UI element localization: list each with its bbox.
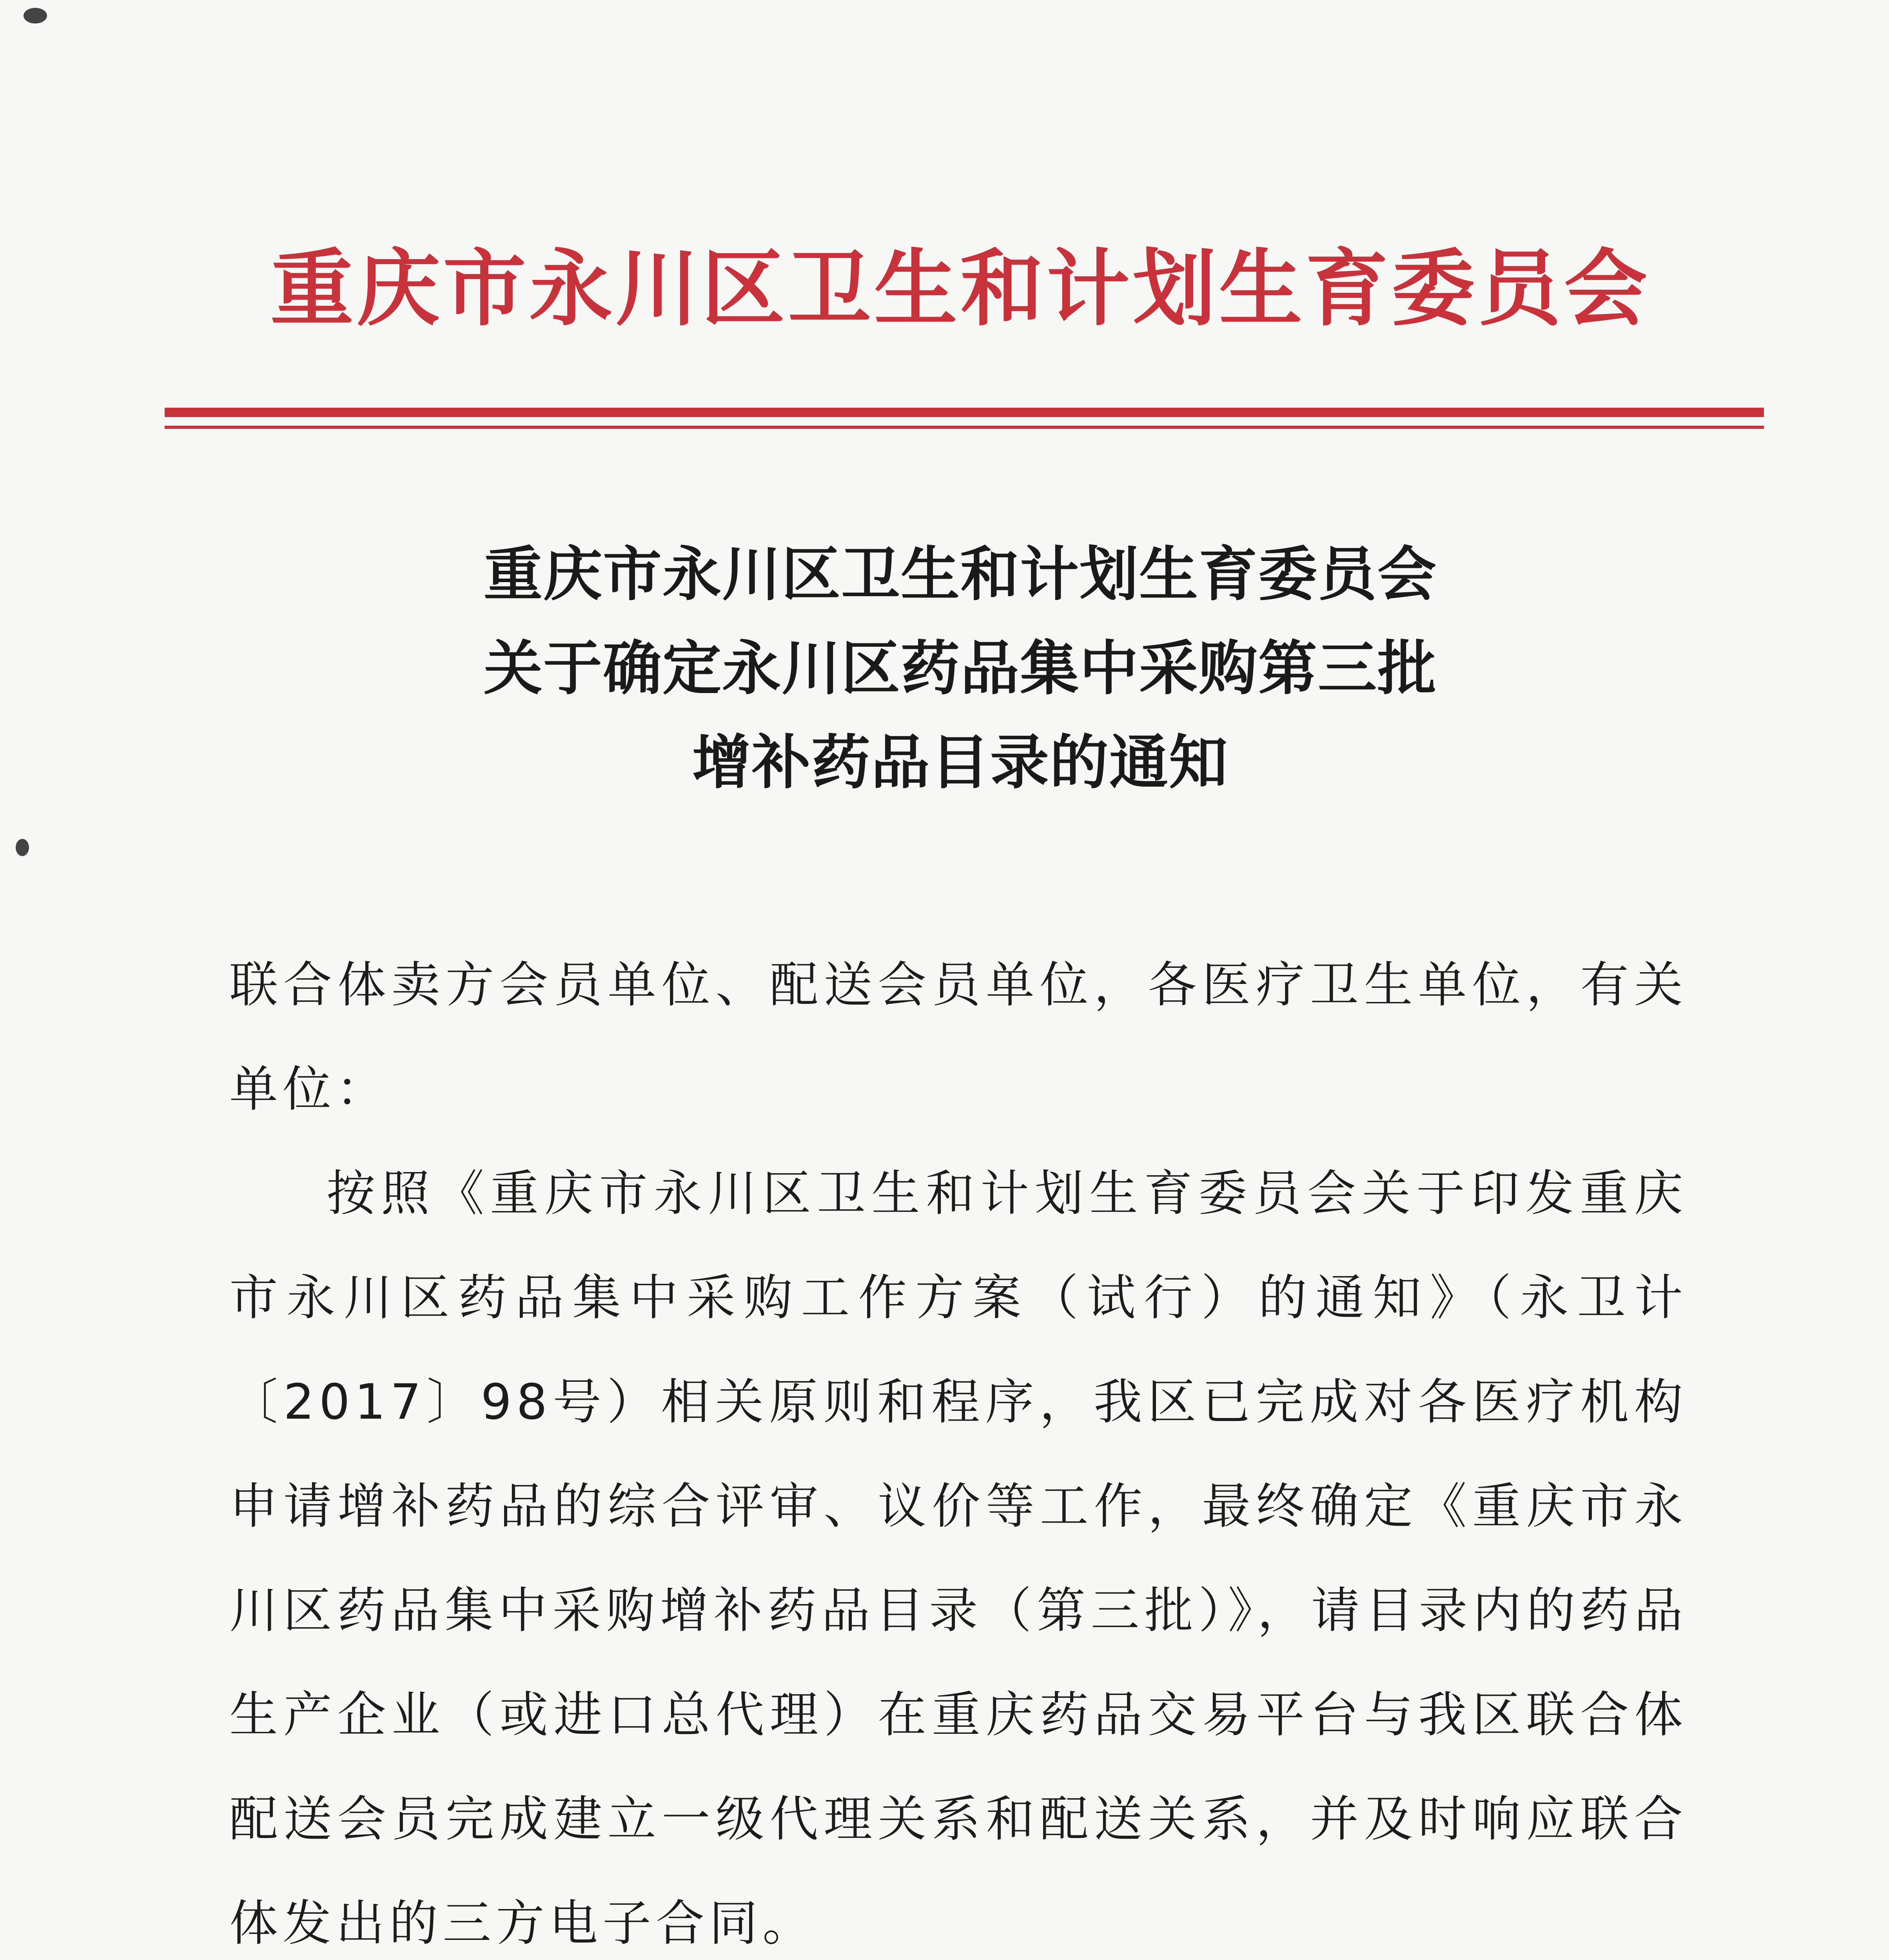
letterhead-rule-thin <box>165 426 1764 429</box>
title-line-3: 增补药品目录的通知 <box>692 728 1228 797</box>
letterhead-title: 重庆市永川区卫生和计划生育委员会 <box>270 240 1650 337</box>
title-line-1: 重庆市永川区卫生和计划生育委员会 <box>483 540 1437 609</box>
body-paragraph: 按照《重庆市永川区卫生和计划生育委员会关于印发重庆市永川区药品集中采购工作方案（试行）的通知》（永卫计〔2017〕98号）相关原则和程序，我区已完成对各医疗机构申请增补药品的综合评审、议价等工作，最终确定《重庆市永川区药品集中采购增补药品目录（第三批）》，请目录内的药品生产企业（或进口总代理）在重庆药品交易平台与我区联合体配送会员完成建立一级代理关系和配送关系，并及时响应联合体发出的三方电子合同。 <box>229 1165 1688 1952</box>
letterhead-rule-thick <box>165 408 1764 417</box>
document-title <box>157 527 1764 809</box>
salutation: 联合体卖方会员单位、配送会员单位，各医疗卫生单位，有关单位： <box>229 957 1688 1118</box>
scan-speck <box>24 8 47 24</box>
document-body <box>229 933 1688 1960</box>
scan-speck <box>16 839 29 856</box>
title-line-2: 关于确定永川区药品集中采购第三批 <box>483 634 1437 703</box>
